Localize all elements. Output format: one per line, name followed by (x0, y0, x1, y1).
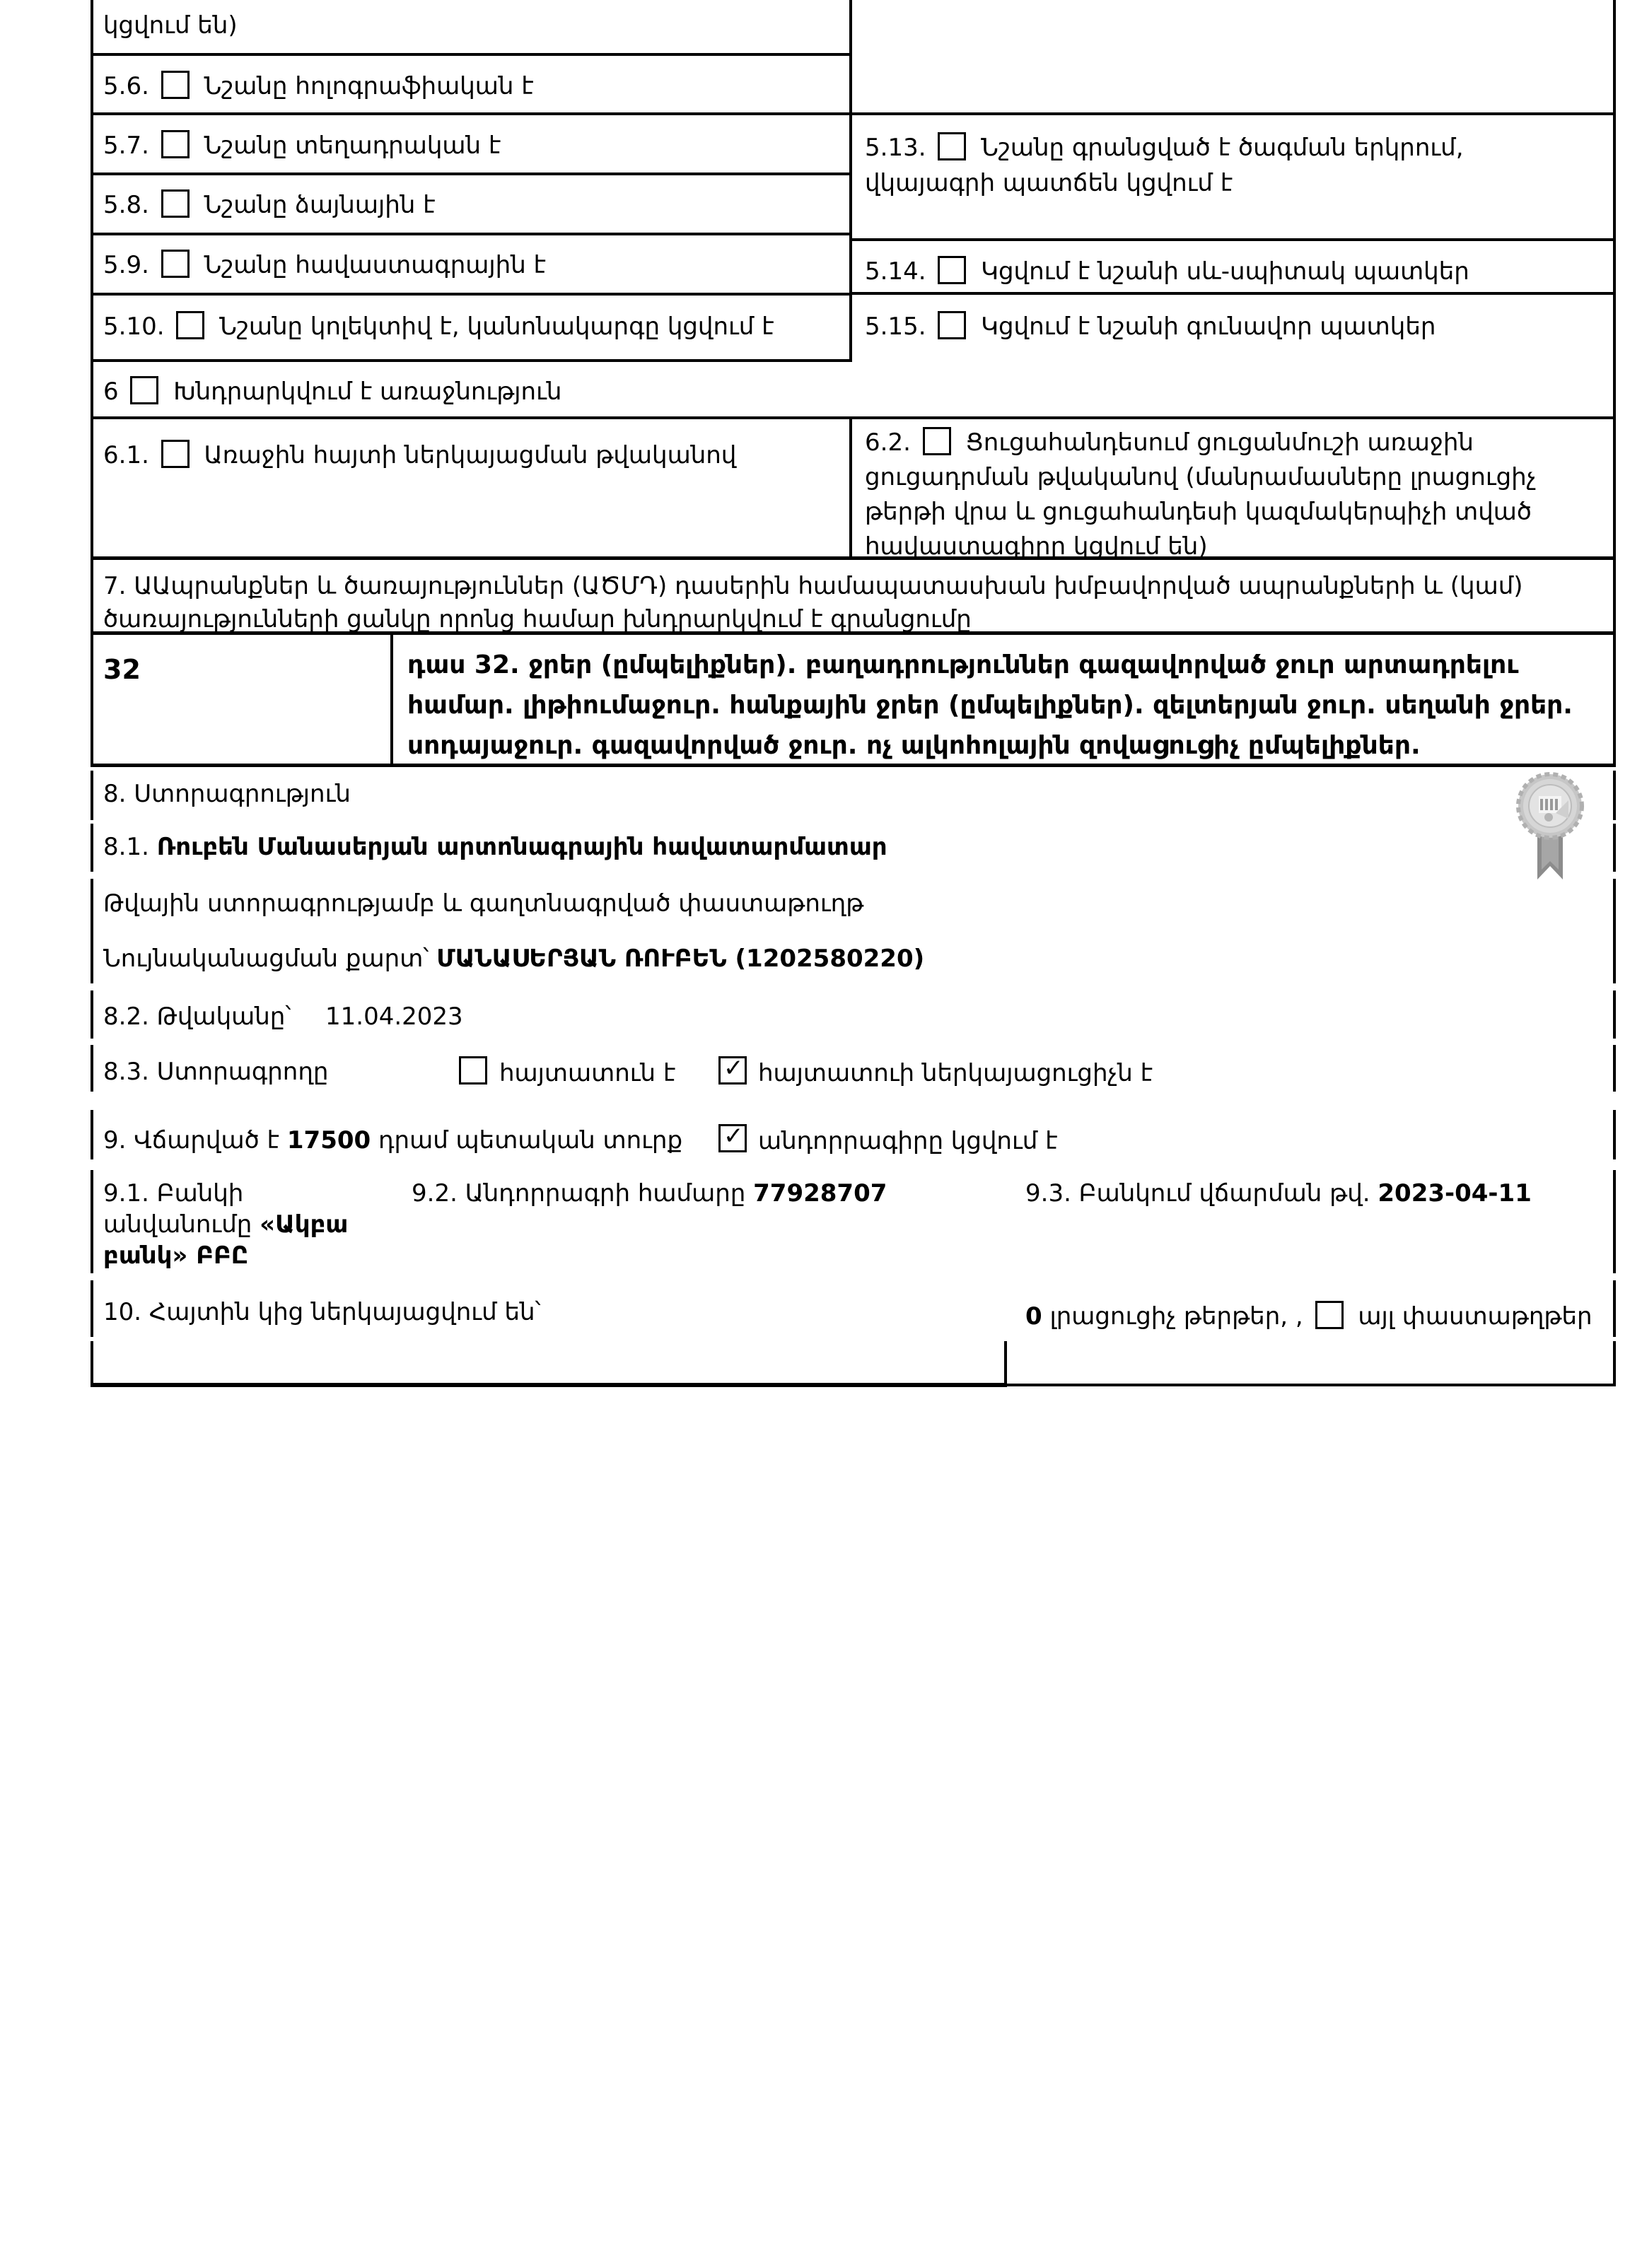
checkbox-5-15[interactable] (938, 311, 966, 339)
payment-date-value: 2023-04-11 (1378, 1179, 1532, 1208)
row-6-2: 6.2. Ցուցահանդեսում ցուցանմուշի առաջին ցուցադրման թվականով (մանրամասները լրացուցիչ թերթի վրա և ցուցահանդեսի կազմակերպիչի տված հավաստագիրը կցվում են) (865, 428, 1537, 561)
payment-date: 9.3. Բանկում վճարման թվ. 2023-04-11 (1025, 1179, 1532, 1208)
checkbox-6-2[interactable] (923, 427, 951, 455)
signature-date: 11.04.2023 (325, 1003, 463, 1031)
checkbox-receipt-attached[interactable] (718, 1124, 747, 1152)
row-5-13: 5.13. Նշանը գրանցված է ծագման երկրում, վկայագրի պատճեն կցվում է (865, 134, 1464, 197)
bank-name-line3: բանկ» ԲԲԸ (103, 1241, 249, 1270)
checkbox-5-6[interactable] (161, 71, 190, 99)
form-bottom-border-left (91, 1383, 1007, 1387)
row-8-1: 8.1. Ռուբեն Մանասերյան արտոնագրային հավատարմատար (103, 833, 887, 861)
checkbox-5-13[interactable] (938, 132, 966, 160)
checkbox-signer-representative[interactable] (718, 1056, 747, 1085)
row-5-8: 5.8. Նշանը ձայնային է (103, 191, 436, 219)
section-8-title: 8. Ստորագրություն (103, 780, 351, 808)
checkbox-5-7[interactable] (161, 130, 190, 158)
checkbox-5-9[interactable] (161, 250, 190, 278)
row-5-15: 5.15. Կցվում է նշանի գունավոր պատկեր (865, 312, 1436, 341)
row-7-text: 7. ԱԱպրանքներ և ծառայություններ (ԱԾՄԴ) դասերին համապատասխան խմբավորված ապրանքների և (կամ) ծառայությունների ցանկը որոնց համար խնդրարկվում է գրանցումը (103, 572, 1523, 633)
checkbox-6-1[interactable] (161, 440, 190, 468)
bank-name-line1: 9.1. Բանկի (103, 1179, 244, 1208)
row-6: 6 Խնդրարկվում է առաջնություն (103, 378, 562, 406)
cell-8-2 (91, 990, 1616, 1039)
fee-amount: 17500 (286, 1126, 371, 1155)
receipt-number: 9.2. Անդորրագրի համարը 77928707 (412, 1179, 887, 1208)
cell-bottom-empty (91, 1341, 1616, 1386)
signature-seal-icon (1513, 772, 1587, 884)
class-description: դաս 32. ջրեր (ըմպելիքներ). բաղադրություններ գազավորված ջուր արտադրելու համար. լիթիումաջուր. հանքային ջրեր (ըմպելիքներ). զելտերյան ջուր. սեղանի ջրեր. սոդայաջուր. գազավորված ջուր. ոչ ալկոհոլային զովացուցիչ ըմպելիքներ. (407, 650, 1573, 760)
class-number: 32 (103, 654, 141, 685)
identification-value: ՄԱՆԱՍԵՐՅԱՆ ՌՈՒԲԵՆ (1202580220) (436, 945, 925, 973)
row-10-attachments: 0 լրացուցիչ թերթեր, , այլ փաստաթղթեր (1025, 1302, 1592, 1331)
row-6-1: 6.1. Առաջին հայտի ներկայացման թվականով (103, 441, 737, 469)
receipt-number-value: 77928707 (753, 1179, 887, 1208)
row-5-7: 5.7. Նշանը տեղադրական է (103, 131, 501, 160)
identification-line: Նույնականացման քարտ՝ ՄԱՆԱՍԵՐՅԱՆ ՌՈՒԲԵՆ (1202580220) (103, 945, 925, 973)
digital-signature-line: Թվային ստորագրությամբ և գաղտնագրված փաստաթուղթ (103, 889, 864, 918)
row-10-label: 10. Հայտին կից ներկայացվում են՝ (103, 1298, 541, 1326)
extra-sheets-count: 0 (1025, 1302, 1042, 1331)
signer-representative-label: հայտատուի ներկայացուցիչն է (758, 1059, 1153, 1087)
signer-applicant-label: հայտատուն է (499, 1059, 676, 1087)
row-5-6: 5.6. Նշանը հոլոգրաֆիական է (103, 72, 534, 100)
row-9-fee: 9. Վճարված է 17500 դրամ պետական տուրք (103, 1126, 683, 1155)
checkbox-5-14[interactable] (938, 256, 966, 284)
checkbox-5-8[interactable] (161, 189, 190, 218)
row-5-10: 5.10. Նշանը կոլեկտիվ է, կանոնակարգը կցվում է (103, 312, 774, 341)
cell-top-right-empty (852, 0, 1616, 115)
continuation-text: կցվում են) (103, 11, 238, 40)
row-8-3-label: 8.3. Ստորագրողը (103, 1058, 329, 1086)
checkbox-other-documents[interactable] (1315, 1301, 1344, 1329)
bank-name-line2: անվանումը «Ակբա (103, 1210, 349, 1239)
representative-name: Ռուբեն Մանասերյան արտոնագրային հավատարմատար (156, 833, 887, 861)
receipt-attached-label: անդորրագիրը կցվում է (758, 1127, 1058, 1155)
row-5-9: 5.9. Նշանը հավաստագրային է (103, 251, 547, 279)
form-bottom-border-right (1007, 1384, 1616, 1386)
checkbox-signer-applicant[interactable] (459, 1056, 487, 1085)
row-5-14: 5.14. Կցվում է նշանի սև-սպիտակ պատկեր (865, 257, 1469, 286)
checkbox-6[interactable] (130, 376, 158, 404)
row-8-2-label: 8.2. Թվականը՝ (103, 1003, 291, 1031)
checkbox-5-10[interactable] (176, 311, 204, 339)
bottom-cell-divider (1004, 1341, 1007, 1386)
